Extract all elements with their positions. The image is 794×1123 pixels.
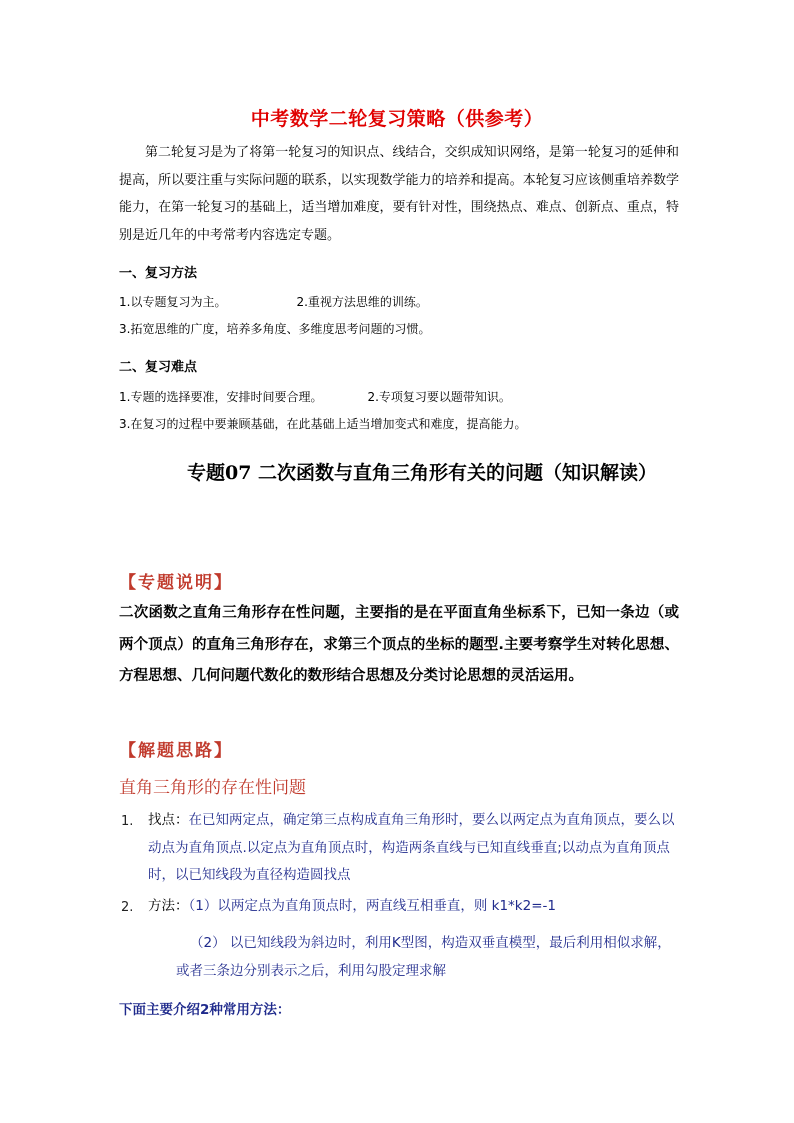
closing-line: 下面主要介绍2种常用方法： bbox=[119, 1002, 291, 1018]
list-item-find-point bbox=[148, 807, 680, 890]
difficulty-item-2: 2.专项复习要以题带知识。 bbox=[367, 390, 511, 404]
method-item-3: 3.拓宽思维的广度，培养多角度、多维度思考问题的习惯。 bbox=[119, 322, 431, 336]
topic-title: 专题07 二次函数与直角三角形有关的问题（知识解读） bbox=[187, 462, 658, 484]
solution-tag: 【解题思路】 bbox=[119, 741, 233, 761]
difficulty-item-3: 3.在复习的过程中要兼顾基础，在此基础上适当增加变式和难度，提高能力。 bbox=[119, 417, 527, 431]
topic-description-tag: 【专题说明】 bbox=[119, 573, 233, 593]
methods-line-1 bbox=[119, 293, 428, 310]
list-number-1: 1. bbox=[121, 814, 134, 829]
list-item-lead: 方法： bbox=[148, 898, 189, 914]
list-item-lead: 找点： bbox=[148, 812, 189, 828]
section-heading-methods: 一、复习方法 bbox=[119, 266, 198, 281]
difficulty-item-1: 1.专题的选择要准，安排时间要合理。 bbox=[119, 390, 323, 404]
list-subitem-method-2: （2） 以已知线段为斜边时，利用K型图，构造双垂直模型，最后利用相似求解，或者三条边分别表示之后，利用勾股定理求解 bbox=[176, 935, 671, 979]
list-number-2: 2. bbox=[121, 900, 134, 915]
list-item-text: （1）以两定点为直角顶点时，两直线互相垂直，则 k1*k2=-1 bbox=[188, 898, 556, 914]
intro-paragraph: 第二轮复习是为了将第一轮复习的知识点、线结合，交织成知识网络，是第一轮复习的延伸和提高，所以要注重与实际问题的联系，以实现数学能力的培养和提高。本轮复习应该侧重培养数学能力，在第一轮复习的基础上，适当增加难度，要有针对性，围绕热点、难点、创新点、重点，特别是近几年的中考常考内容选定专题。 bbox=[119, 145, 679, 243]
topic-description-text: 二次函数之直角三角形存在性问题，主要指的是在平面直角坐标系下，已知一条边（或两个顶点）的直角三角形存在，求第三个顶点的坐标的题型.主要考察学生对转化思想、方程思想、几何问题代数化的数形结合思想及分类讨论思想的灵活运用。 bbox=[119, 605, 679, 684]
solution-heading: 直角三角形的存在性问题 bbox=[119, 778, 306, 798]
page-title: 中考数学二轮复习策略（供参考） bbox=[250, 108, 544, 130]
method-item-1: 1.以专题复习为主。 bbox=[119, 295, 227, 309]
list-item-method bbox=[148, 893, 680, 921]
method-item-2: 2.重视方法思维的训练。 bbox=[296, 295, 428, 309]
list-item-text: 在已知两定点，确定第三点构成直角三角形时，要么以两定点为直角顶点，要么以动点为直角顶点.以定点为直角顶点时，构造两条直线与已知直线垂直;以动点为直角顶点时，以已知线段为直径构造圆找点 bbox=[148, 812, 675, 883]
difficulties-line-1 bbox=[119, 388, 511, 405]
section-heading-difficulties: 二、复习难点 bbox=[119, 360, 198, 375]
